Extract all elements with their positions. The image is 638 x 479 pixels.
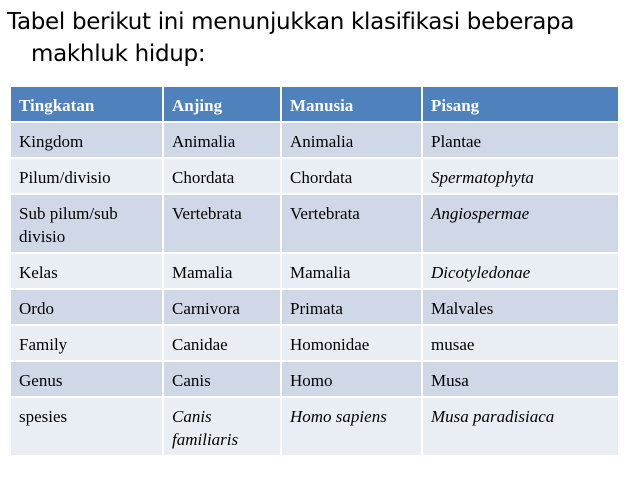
header-anjing: Anjing xyxy=(163,87,281,122)
header-pisang: Pisang xyxy=(422,87,618,122)
table-row xyxy=(11,194,618,253)
header-tingkatan: Tingkatan xyxy=(11,87,163,122)
table-cell: Chordata xyxy=(163,158,281,194)
table-cell: Homo sapiens xyxy=(281,397,422,456)
table-cell: Sub pilum/sub divisio xyxy=(11,194,163,253)
table-row xyxy=(11,325,618,361)
table-cell: Kelas xyxy=(11,253,163,289)
intro-line-2: makhluk hidup: xyxy=(31,41,206,67)
table-cell: Chordata xyxy=(281,158,422,194)
table-cell: Plantae xyxy=(422,122,618,158)
intro-line-1: Tabel berikut ini menunjukkan klasifikasi beberapa xyxy=(7,9,575,35)
table-cell: Homo xyxy=(281,361,422,397)
table-cell: Canis xyxy=(163,361,281,397)
table-cell: Animalia xyxy=(281,122,422,158)
table-row xyxy=(11,158,618,194)
table-cell: Genus xyxy=(11,361,163,397)
table-cell: Vertebrata xyxy=(163,194,281,253)
table-cell: Animalia xyxy=(163,122,281,158)
table-cell: Homonidae xyxy=(281,325,422,361)
table-cell: spesies xyxy=(11,397,163,456)
table-cell: Mamalia xyxy=(163,253,281,289)
intro-text xyxy=(7,6,627,70)
classification-table xyxy=(11,87,618,457)
table-cell: Kingdom xyxy=(11,122,163,158)
table-row xyxy=(11,253,618,289)
table-row xyxy=(11,361,618,397)
table-cell: Mamalia xyxy=(281,253,422,289)
table-cell: Dicotyledonae xyxy=(422,253,618,289)
table-cell: Carnivora xyxy=(163,289,281,325)
table-cell: Canis familiaris xyxy=(163,397,281,456)
table-row xyxy=(11,122,618,158)
table-cell: Malvales xyxy=(422,289,618,325)
table-cell: Family xyxy=(11,325,163,361)
table-cell: Pilum/divisio xyxy=(11,158,163,194)
table-cell: musae xyxy=(422,325,618,361)
table-cell: Musa paradisiaca xyxy=(422,397,618,456)
table-cell: Musa xyxy=(422,361,618,397)
table-row xyxy=(11,397,618,456)
table-cell: Angiospermae xyxy=(422,194,618,253)
table-row xyxy=(11,289,618,325)
table-cell: Canidae xyxy=(163,325,281,361)
table-cell: Primata xyxy=(281,289,422,325)
table-cell: Ordo xyxy=(11,289,163,325)
table-header-row xyxy=(11,87,618,122)
table-cell: Spermatophyta xyxy=(422,158,618,194)
table-cell: Vertebrata xyxy=(281,194,422,253)
header-manusia: Manusia xyxy=(281,87,422,122)
